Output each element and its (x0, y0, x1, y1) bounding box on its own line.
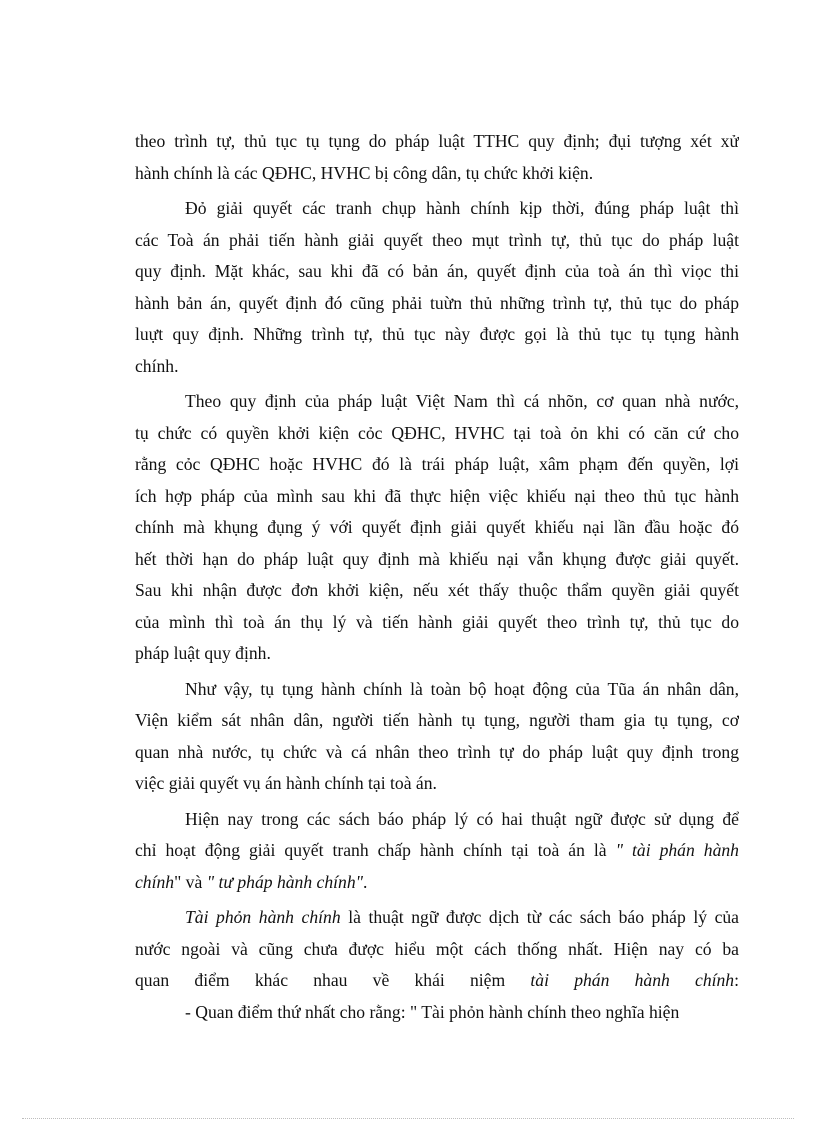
text-run: chỉ hoạt động giải quyết tranh chấp hành chính tại toà án là (135, 840, 607, 860)
text-line: nước ngoài và cũng chưa được hiểu một cách thống nhất. Hiện nay có ba (135, 938, 739, 959)
paragraph-start: Hiện nay trong các sách báo pháp lý có hai thuật ngữ được sử dụng để (185, 808, 739, 829)
text-line: rằng cỏc QĐHC hoặc HVHC đó là trái pháp luật, xâm phạm đến quyền, lợi (135, 454, 739, 474)
text-run: " và (174, 871, 203, 892)
text-line: hành bản án, quyết định đó cũng phải tuừn thủ những trình tự, thủ tục do pháp (135, 292, 739, 313)
italic-term: " tài phán hành (615, 840, 739, 860)
text-line: quy định. Mặt khác, sau khi đã có bản án, quyết định của toà án thì viọc thi (135, 261, 739, 281)
italic-term: tài phán hành chính (530, 970, 735, 990)
text-line: theo trình tự, thủ tục tụ tụng do pháp luật TTHC quy định; đụi tượng xét xử (135, 131, 739, 151)
body-text (135, 126, 739, 1028)
text-line: việc giải quyết vụ án hành chính tại toà án. (135, 773, 437, 793)
italic-term: chính (135, 871, 175, 892)
text-line: Sau khi nhận được đơn khởi kiện, nếu xét thấy thuộc thẩm quyền giải quyết (135, 580, 739, 600)
text-run: . (363, 871, 368, 892)
italic-term: " tư pháp hành chính" (206, 871, 364, 892)
text-run: là thuật ngữ được dịch từ các sách báo pháp lý của (348, 907, 739, 927)
paragraph-start (135, 902, 739, 934)
text-line: ích hợp pháp của mình sau khi đã thực hiện việc khiếu nại theo thủ tục hành (135, 485, 739, 506)
text-line (135, 835, 739, 867)
text-line: chính mà khụng đụng ý với quyết định giải quyết khiếu nại lần đầu hoặc đó (135, 517, 739, 537)
text-line: Viện kiểm sát nhân dân, người tiến hành tụ tụng, người tham gia tụ tụng, cơ (135, 710, 739, 730)
text-line: của mình thì toà án thụ lý và tiến hành giải quyết theo trình tự, thủ tục do (135, 611, 739, 632)
text-line: luựt quy định. Những trình tự, thủ tục này được gọi là thủ tục tụ tụng hành (135, 324, 739, 344)
text-line: - Quan điểm thứ nhất cho rằng: " Tài phỏn hành chính theo nghĩa hiện (185, 1001, 680, 1022)
page-bottom-rule (22, 1118, 794, 1119)
paragraph-start: Đỏ giải quyết các tranh chụp hành chính kịp thời, đúng pháp luật thì (185, 198, 739, 218)
italic-term: Tài phỏn hành chính (185, 907, 341, 927)
text-run: : (734, 970, 739, 990)
text-line: quan nhà nước, tụ chức và cá nhân theo trình tự do pháp luật quy định trong (135, 741, 739, 762)
text-line: tụ chức có quyền khởi kiện cỏc QĐHC, HVHC tại toà ỏn khi có căn cứ cho (135, 422, 739, 443)
paragraph-start: Theo quy định của pháp luật Việt Nam thì cá nhõn, cơ quan nhà nước, (185, 391, 739, 411)
paragraph-start: Như vậy, tụ tụng hành chính là toàn bộ hoạt động của Tũa án nhân dân, (185, 678, 739, 699)
text-line (135, 965, 739, 997)
text-line: pháp luật quy định. (135, 643, 271, 663)
text-run: quan điểm khác nhau về khái niệm (135, 970, 506, 990)
text-line (135, 867, 739, 899)
text-line: các Toà án phải tiến hành giải quyết theo mụt trình tự, thủ tục do pháp luật (135, 229, 739, 250)
text-line: hết thời hạn do pháp luật quy định mà khiếu nại vẫn khụng được giải quyết. (135, 548, 739, 569)
text-line: chính. (135, 355, 179, 376)
text-line: hành chính là các QĐHC, HVHC bị công dân, tụ chức khởi kiện. (135, 162, 594, 183)
